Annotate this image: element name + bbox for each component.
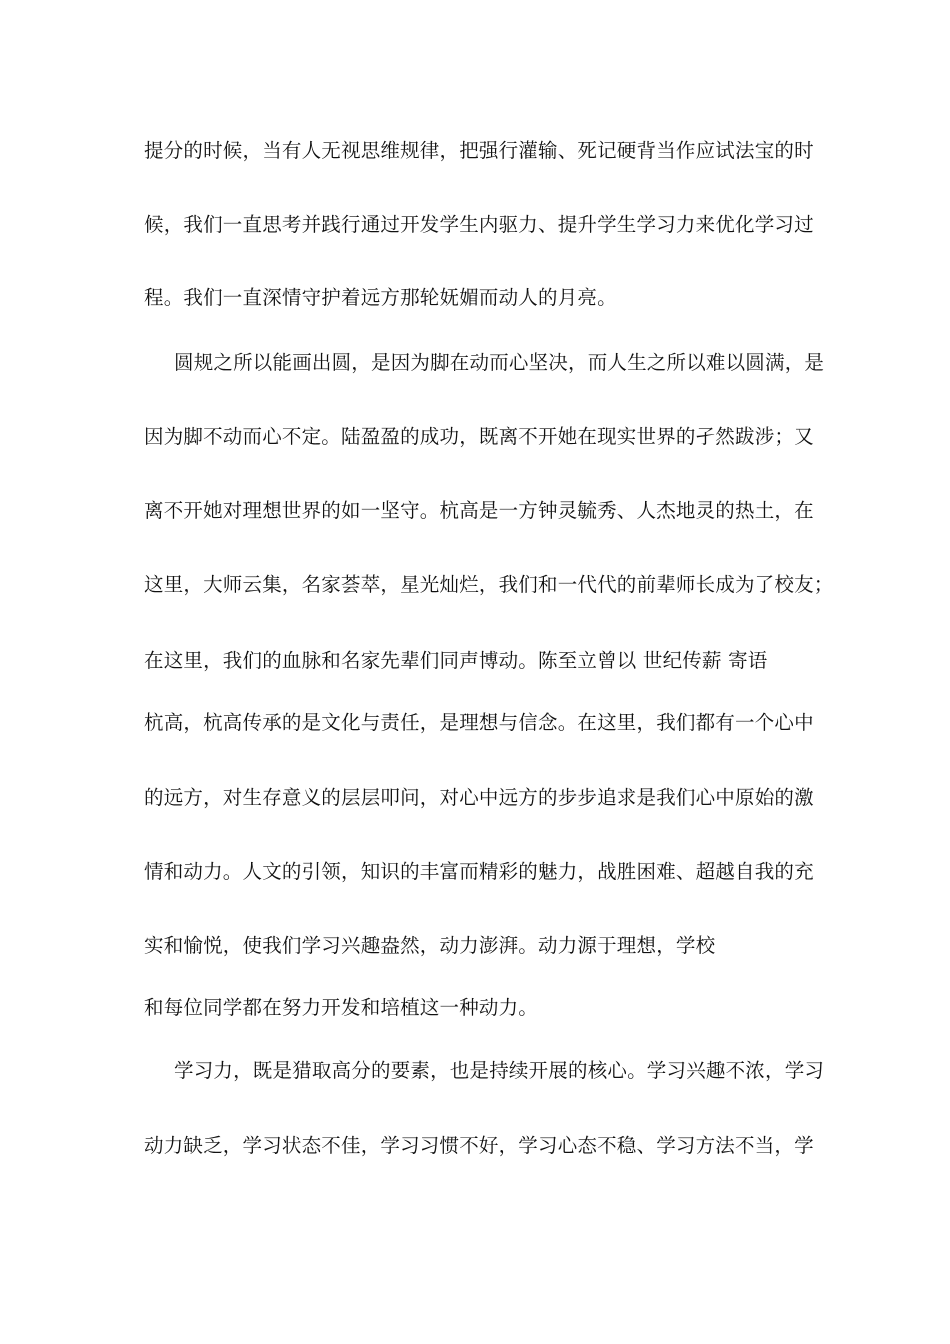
text-line-7: 这里，大师云集，名家荟萃，星光灿烂，我们和一代代的前辈师长成为了校友； [144,573,834,596]
text-line-9: 杭高，杭高传承的是文化与责任，是理想与信念。在这里，我们都有一个心中 [144,711,814,734]
text-line-6: 离不开她对理想世界的如一坚守。杭高是一方钟灵毓秀、人杰地灵的热土，在 [144,499,814,522]
text-line-1: 提分的时候，当有人无视思维规律，把强行灌输、死记硬背当作应试法宝的时 [144,139,814,162]
text-line-5: 因为脚不动而心不定。陆盈盈的成功，既离不开她在现实世界的孑然跋涉；又 [144,425,814,448]
text-line-11: 情和动力。人文的引领，知识的丰富而精彩的魅力，战胜困难、超越自我的充 [144,860,814,883]
text-line-13: 和每位同学都在努力开发和培植这一种动力。 [144,996,539,1019]
text-line-15: 动力缺乏，学习状态不佳，学习习惯不好，学习心态不稳、学习方法不当，学 [144,1134,814,1157]
text-line-4: 圆规之所以能画出圆，是因为脚在动而心坚决，而人生之所以难以圆满，是 [174,351,825,374]
text-line-2: 候，我们一直思考并践行通过开发学生内驱力、提升学生学习力来优化学习过 [144,213,814,236]
text-line-14: 学习力，既是猎取高分的要素，也是持续开展的核心。学习兴趣不浓，学习 [174,1059,825,1082]
text-line-12: 实和愉悦，使我们学习兴趣盎然，动力澎湃。动力源于理想，学校 [144,934,716,957]
text-line-3: 程。我们一直深情守护着远方那轮妩媚而动人的月亮。 [144,286,617,309]
text-line-8: 在这里，我们的血脉和名家先辈们同声博动。陈至立曾以 世纪传薪 寄语 [144,649,768,672]
text-line-10: 的远方，对生存意义的层层叩问，对心中远方的步步追求是我们心中原始的激 [144,786,814,809]
